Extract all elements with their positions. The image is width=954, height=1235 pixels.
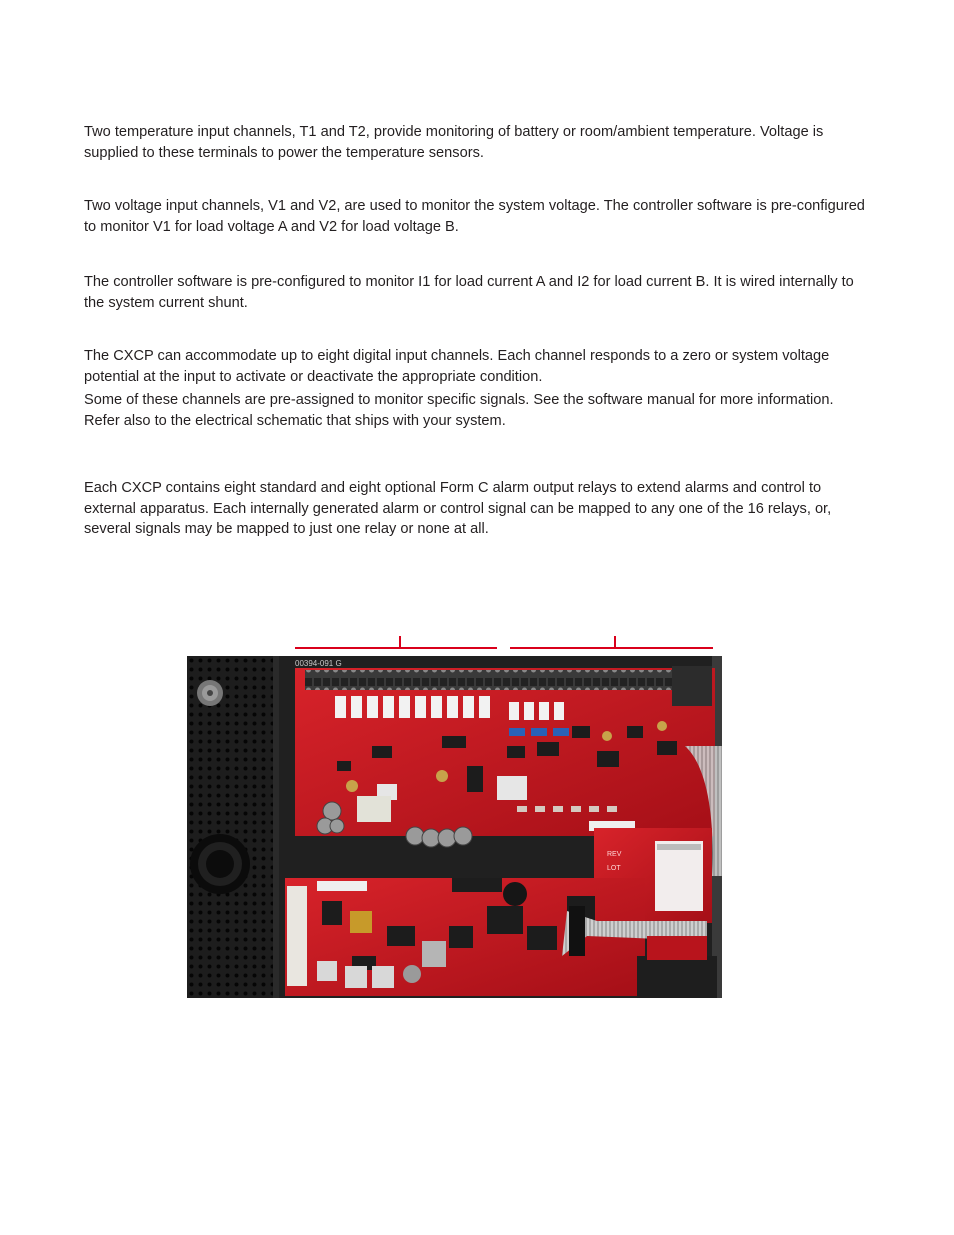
chassis-vent-panel bbox=[187, 656, 275, 998]
paragraph-digital-inputs-note: Some of these channels are pre-assigned to monitor specific signals. See the software manual for more information. Refer also to the electrical schematic that ships with your system. bbox=[84, 392, 834, 429]
callout-tick-left bbox=[399, 636, 401, 648]
callout-bracket-left bbox=[295, 647, 497, 649]
callout-bracket-right bbox=[510, 647, 713, 649]
lot-label: LOT bbox=[607, 865, 621, 872]
upper-circuit-board bbox=[295, 668, 715, 847]
paragraph-relay-outputs: Each CXCP contains eight standard and eight optional Form C alarm output relays to extend alarms and control to external apparatus. Each internally generated alarm or control signal can be mapped to any one of the 16 relays, or, several signals may be mapped to just one relay or none at all. bbox=[84, 480, 832, 537]
lower-controller-board bbox=[285, 878, 645, 996]
paragraph-voltage: Two voltage input channels, V1 and V2, are used to monitor the system voltage. The controller software is pre-configured to monitor V1 for load voltage A and V2 for load voltage B. bbox=[84, 198, 865, 235]
part-number-label: 00394-091 G bbox=[295, 659, 342, 668]
rev-label: REV bbox=[607, 851, 622, 858]
paragraph-digital-inputs: The CXCP can accommodate up to eight digital input channels. Each channel responds to a zero or system voltage potential at the input to activate or deactivate the appropriate condition. bbox=[84, 348, 830, 385]
paragraph-temperature: Two temperature input channels, T1 and T2, provide monitoring of battery or room/ambient temperature. Voltage is supplied to these terminals to power the temperature sensors. bbox=[84, 124, 824, 161]
controller-board-photo bbox=[187, 656, 722, 998]
callout-tick-right bbox=[614, 636, 616, 648]
paragraph-current: The controller software is pre-configured to monitor I1 for load current A and I2 for load current B. It is wired internally to the system current shunt. bbox=[84, 274, 854, 311]
